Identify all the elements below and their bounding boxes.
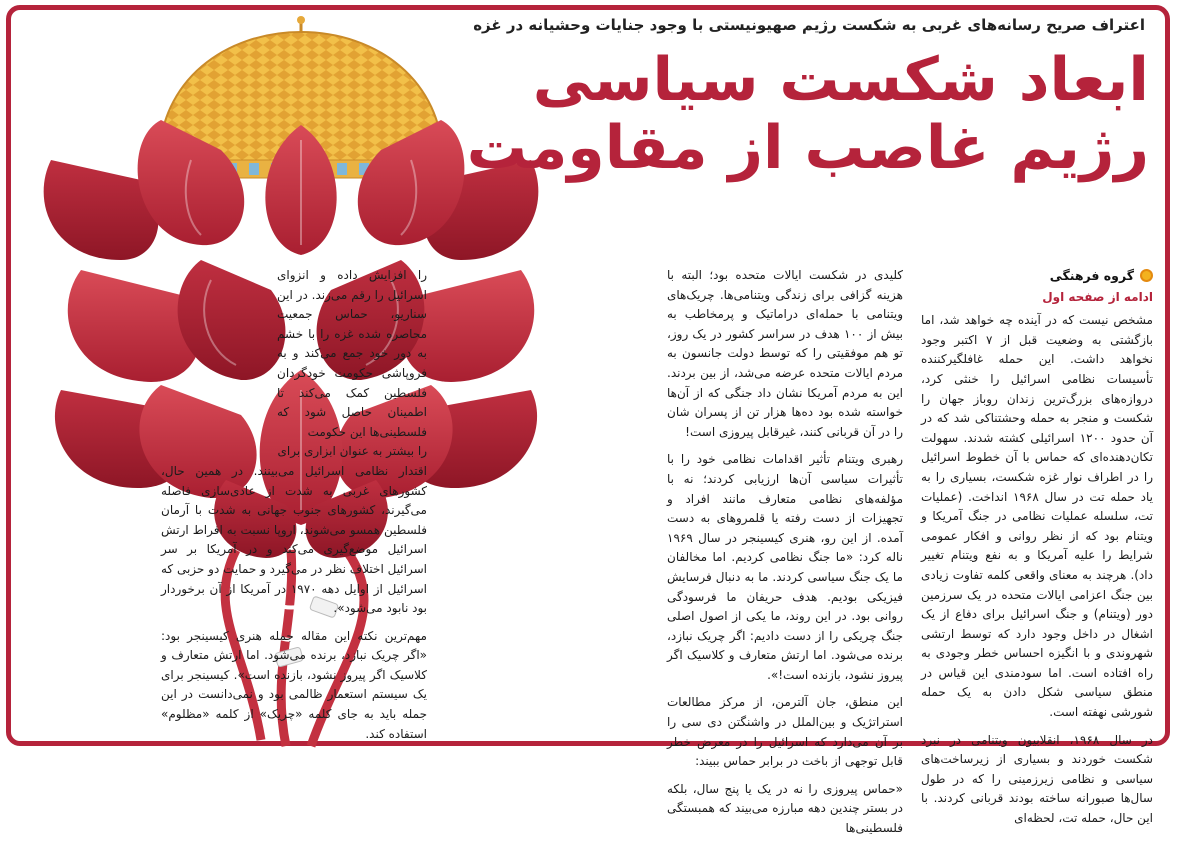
headline-line-1: ابعاد شکست سیاسی <box>532 45 1149 115</box>
paragraph: رهبری ویتنام تأثیر اقدامات نظامی خود را با تأثیرات سیاسی آن‌ها ارزیابی کردند؛ نه با مؤلفه‌های نظامی متعارف مانند افراد و تجهیزات از دست رفته یا قلمروهای به دست آمده. از این رو، هنری کیسینجر در سال ۱۹۶۹ ناله کرد: «ما جنگ نظامی کردیم. اما مخالفان ما یک جنگ سیاسی کردند. ما به دنبال فرسایش فیزیکی بودیم. هدف حریفان ما فرسودگی روانی بود. در این روند، ما یکی از اصول اصلی جنگ چریکی را از دست دادیم: اگر چریک نبازد، برنده می‌شود. اما ارتش متعارف و کلاسیک اگر پیروز نشود، بازنده است!». <box>667 452 903 682</box>
article-column-2 <box>667 266 903 847</box>
article-column-3 <box>161 266 427 752</box>
paragraph: کلیدی در شکست ایالات متحده بود؛ البته با هزینه گزافی برای زندگی ویتنامی‌ها. چریک‌های ویتنامی با حمله‌ای دراماتیک و پرمخاطب به بیش از ۱۰۰ هدف در سراسر کشور در یک روز، تو هم موفقیتی را که توسط دولت جانسون به مردم ایالات متحده عرضه می‌شد، از بین بردند. این به مردم آمریکا نشان داد جنگی که از آن‌ها خواسته شده بود ده‌ها هزار تن از پسران شان را در آن قربانی کنند، غیرقابل پیروزی است! <box>667 268 903 439</box>
paragraph: «حماس پیروزی را نه در یک یا پنج سال، بلکه در بستر چندین دهه مبارزه می‌بیند که همبستگی فلسطینی‌ها <box>667 781 903 836</box>
paragraph: مهم‌ترین نکته این مقاله جمله هنری کیسینجر بود: «اگر چریک نبازد، برنده می‌شود. اما ارتش متعارف و کلاسیک اگر پیروز نشود، بازنده است». کیسینجر برای یک سیستم استعمار ظالمی بود و نمی‌دانست در این جمله باید به جای کلمه «چریک» از کلمه «مظلوم» استفاده کند. <box>161 628 427 741</box>
headline-line-2: رژیم غاصب از مقاومت <box>466 113 1149 183</box>
byline-text: گروه فرهنگی <box>1049 268 1134 283</box>
byline <box>921 266 1153 286</box>
article-kicker: اعتراف صریح رسانه‌های غربی به شکست رژیم صهیونیستی با وجود جنایات وحشیانه در غزه <box>473 16 1145 34</box>
paragraph: را افزایش داده و انزوای اسرائیل را رقم می‌زند. در این سناریو، حماس جمعیت محاصره شده غزه را با خشم به دور خود جمع می‌کند و به فروپاشی حکومت خودگردان فلسطین کمک می‌کند تا اطمینان حاصل شود که فلسطینی‌ها این حکومت <box>277 268 427 439</box>
paragraph: در سال ۱۹۶۸، انقلابیون ویتنامی در نبرد شکست خوردند و بسیاری از زیرساخت‌های سیاسی و نظامی زیرزمینی را که در طول سال‌ها صبورانه ساخته بودند قربانی کردند. با این حال، حمله تت، لحظه‌ای <box>921 732 1153 826</box>
paragraph: اقتدار نظامی اسرائیل می‌بینند. در همین حال، کشورهای غربی به شدت از عادی‌سازی فاصله می‌گیرند، کشورهای جنوب جهانی به شدت با آرمان فلسطین همسو می‌شوند، اروپا نسبت به افراط ارتش اسرائیل موضع‌گیری می‌کند و در آمریکا بر سر اسرائیل اختلاف نظر در می‌گیرد و حمایت دو حزبی که اسرائیل از اوایل دهه ۱۹۷۰ در آمریکا از آن برخوردار بود نابود می‌شود». <box>161 463 427 616</box>
paragraph: را بیشتر به عنوان ابزاری برای <box>277 444 427 459</box>
article-headline <box>466 45 1149 183</box>
continuation-note: ادامه از صفحه اول <box>1042 289 1153 304</box>
article-frame <box>6 5 1170 836</box>
article-column-1 <box>921 266 1153 837</box>
paragraph: این منطق، جان آلترمن، از مرکز مطالعات استراتژیک و بین‌الملل در واشنگتن دی سی را بر آن می‌دارد که اسرائیل را در معرض خطر قابل توجهی از باخت در برابر حماس ببیند: <box>667 695 903 769</box>
newspaper-logo-icon <box>1140 269 1153 282</box>
paragraph: مشخص نیست که در آینده چه خواهد شد، اما بازگشتی به وضعیت قبل از ۷ اکتبر وجود نخواهد داشت. این حمله غافلگیرکننده تأسیسات نظامی اسرائیل را خنثی کرد، دروازه‌های بزرگ‌ترین زندان روباز جهان را شکست و منجر به حمله وحشتناکی شد که در آن حدود ۱۲۰۰ اسرائیلی کشته شدند. سهولت تکان‌دهنده‌ای که حماس با آن خطوط اسرائیل را در اطراف نوار غزه شکست، بسیاری را به یاد حمله تت در سال ۱۹۶۸ انداخت. (عملیات تت، سلسله عملیات نظامی در جنگ آمریکا و ویتنام بود که از نظر روانی و افکار عمومی شرایط را علیه آمریکا و به نفع ویتنام تغییر داد). هرچند به معنای واقعی کلمه تفاوت زیادی بین جنگ اعزامی ایالات متحده در یک سرزمین دور (ویتنام) و جنگ اسرائیل برای دفاع از یک اشغال در داخل وجود دارد که توسط ارتشی شهروندی و با انگیزه احساس خطر وجودی به راه افتاده است. اما سودمندی این قیاس در منطق سیاسی شکل دادن به یک حمله شورشی نهفته است. <box>921 313 1154 720</box>
